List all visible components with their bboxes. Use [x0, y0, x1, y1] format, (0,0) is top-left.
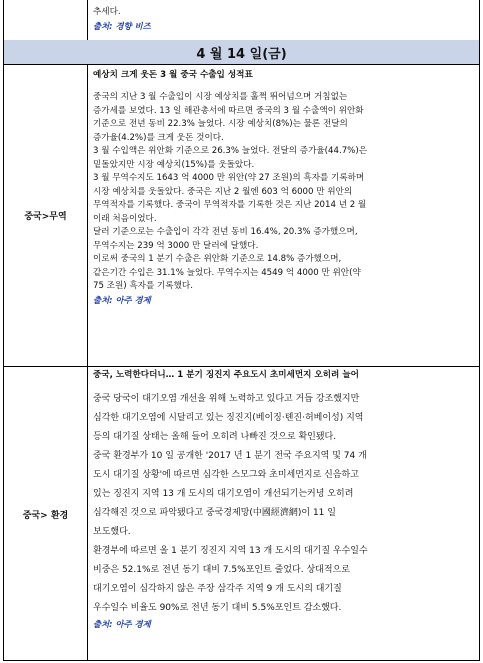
trade-line: 시장 예상치를 웃돌았다. 중국은 지난 2 월엔 603 억 6000 만 위안의 [93, 186, 353, 197]
trade-line: 중국의 지난 3 월 수출입이 시장 예상치를 훌쩍 뛰어넘으며 거침없는 [93, 92, 348, 102]
trade-line: 기준으로 전년 동비 22.3% 늘었다. 시장 예상치(8%)는 물론 전달의 [93, 119, 348, 129]
top-row [4, 0, 479, 40]
env-line: 심각한 대기오염에 시달리고 있는 징진지(베이징·톈진·허베이성) 지역 [93, 413, 364, 423]
trade-line: 증가세를 보였다. 13 일 해관총서에 따르면 중국의 3 월 수출액이 위안화 [93, 105, 364, 116]
env-line: 환경부에 따르면 올 1 분기 징진지 지역 13 개 도시의 대기질 우수일수 [93, 546, 368, 556]
env-line: 대기오염이 심각하지 않은 주장 삼각주 지역 9 개 도시의 대기질 [93, 584, 342, 594]
top-text: 추세다. [93, 7, 121, 17]
trade-line: 달러 기준으로는 수출입이 각각 전년 동비 16.4%, 20.3% 증가했으며, [93, 227, 358, 237]
env-line: 도시 대기질 상황'에 따르면 심각한 스모그와 초미세먼지로 신음하고 [93, 470, 359, 480]
trade-line: 이로써 중국의 1 분기 수출은 위안화 기준으로 14.8% 증가했으며, [93, 254, 342, 264]
trade-line: 무역적자를 기록했다. 중국이 무역적자를 기록한 것은 지난 2014 년 2 월 [93, 200, 367, 210]
env-line: 보도했다. [93, 527, 131, 537]
trade-line: 3 월 수입액은 위안화 기준으로 26.3% 늘었다. 전달의 증가율(44.7%)은 [93, 146, 367, 156]
env-row [4, 367, 479, 661]
trade-line: 3 월 무역수지도 1643 억 4000 만 위안(약 27 조원)의 흑자를 기록하며 [93, 173, 365, 183]
trade-row [4, 65, 479, 366]
env-line: 등의 대기질 상태는 올해 들어 오히려 나빠진 것으로 확인됐다. [93, 432, 337, 442]
env-line: 중국 당국이 대기오염 개선을 위해 노력하고 있다고 거듭 강조했지만 [93, 394, 360, 404]
trade-line: 이래 처음이었다. [93, 213, 157, 224]
env-line: 있는 징진지 지역 13 개 도시의 대기오염이 개선되기는커녕 오히려 [93, 489, 354, 499]
top-category-cell [4, 0, 88, 40]
trade-line: 증가율(4.2%)를 크게 웃돈 것이다. [93, 132, 224, 143]
env-line: 비중은 52.1%로 전년 동기 대비 7.5%포인트 줄었다. 상대적으로 [93, 565, 350, 575]
trade-line: 밑돌았지만 시장 예상치(15%)를 웃돌았다. [93, 159, 255, 170]
trade-title: 예상치 크게 웃돈 3 월 중국 수출입 성적표 [93, 70, 253, 80]
top-source: 출처: 경향 비즈 [93, 20, 151, 31]
date-header: 4 월 14 일(금) [4, 40, 479, 64]
trade-line: 같은기간 수입은 31.1% 늘었다. 무역수지는 4549 억 4000 만 위안(약 [93, 267, 361, 278]
env-line: 심각해진 것으로 파악됐다고 중국경제망(中國經濟網)이 11 일 [93, 508, 336, 518]
env-title: 중국, 노력한다더니… 1 분기 징진지 주요도시 초미세먼지 오히려 늘어 [93, 370, 359, 380]
env-line: 우수일수 비율도 90%로 전년 동기 대비 5.5%포인트 감소했다. [93, 603, 342, 613]
trade-category: 중국>무역 [4, 65, 88, 366]
trade-line: 무역수지는 239 억 3000 만 달러에 달했다. [93, 240, 259, 251]
news-table [3, 0, 480, 661]
trade-source: 출처: 아주 경제 [93, 294, 151, 305]
env-line: 중국 환경부가 10 일 공개한 '2017 년 1 분기 전국 주요지역 및 74 개 [93, 451, 367, 461]
env-category: 중국> 환경 [4, 367, 88, 661]
env-source: 출처: 아주 경제 [93, 619, 151, 629]
trade-line: 75 조원) 흑자를 기록했다. [93, 281, 193, 291]
